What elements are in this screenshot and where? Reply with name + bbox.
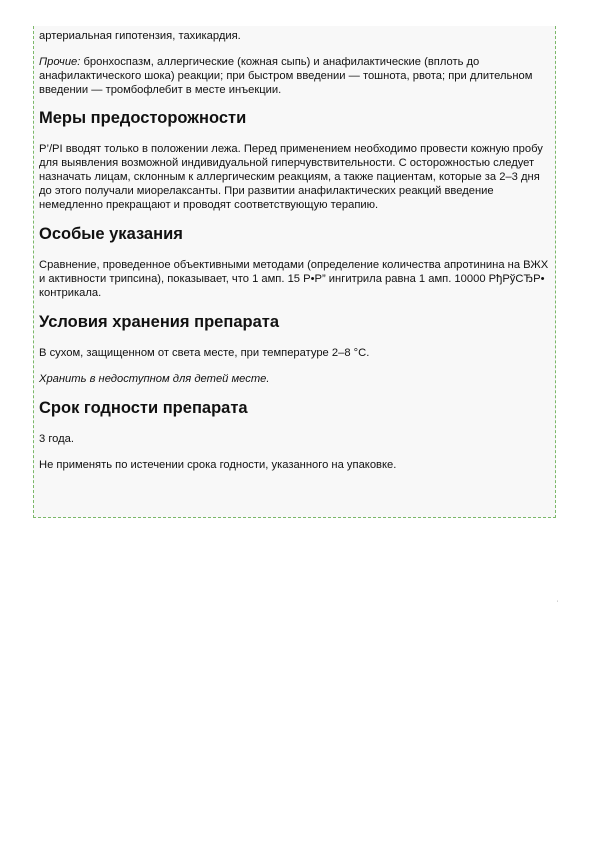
other-effects-text: бронхоспазм, аллергические (кожная сыпь) и анафилактические (вплоть до анафилактического шока) реакции; при быстром введении — тошнота, рвота; при длительном введении — тромбофлебит в месте инъекции. — [39, 56, 533, 96]
storage-heading: Условия хранения препарата — [39, 313, 280, 331]
special-instructions-text: Сравнение, проведенное объективными методами (определение количества апротинина на ВЖХ и активности трипсина), показывает, что 1 амп. 15 Р•Р” ингитрила равна 1 амп. 10000 РђРўСЂР• контрикала. — [39, 259, 549, 299]
shelf-life-note: Не применять по истечении срока годности, указанного на упаковке. — [39, 459, 397, 471]
document-frame — [33, 26, 556, 518]
shelf-life-text: 3 года. — [39, 433, 74, 445]
storage-note-text: Хранить в недоступном для детей месте. — [39, 373, 270, 385]
precautions-text: Р’/РІ вводят только в положении лежа. Перед применением необходимо провести кожную пробу для выявления возможной индивидуальной гиперчувствительности. С осторожностью следует назначать лицам, склонным к аллергическим реакциям, а также пациентам, которые за 2–3 дня до этого получали миорелаксанты. При развитии анафилактических реакций введение немедленно прекращают и проводят соответствующую терапию. — [39, 143, 543, 211]
other-effects-label: Прочие: — [39, 56, 81, 68]
continued-paragraph: артериальная гипотензия, тахикардия. — [39, 30, 241, 42]
other-effects-paragraph — [39, 55, 550, 97]
shelf-life-heading: Срок годности препарата — [39, 399, 248, 417]
special-instructions-heading: Особые указания — [39, 225, 183, 243]
precautions-heading: Меры предосторожности — [39, 109, 247, 127]
stray-mark: ' — [557, 601, 559, 607]
storage-text: В сухом, защищенном от света месте, при температуре 2–8 °С. — [39, 347, 370, 359]
storage-note — [39, 372, 550, 386]
